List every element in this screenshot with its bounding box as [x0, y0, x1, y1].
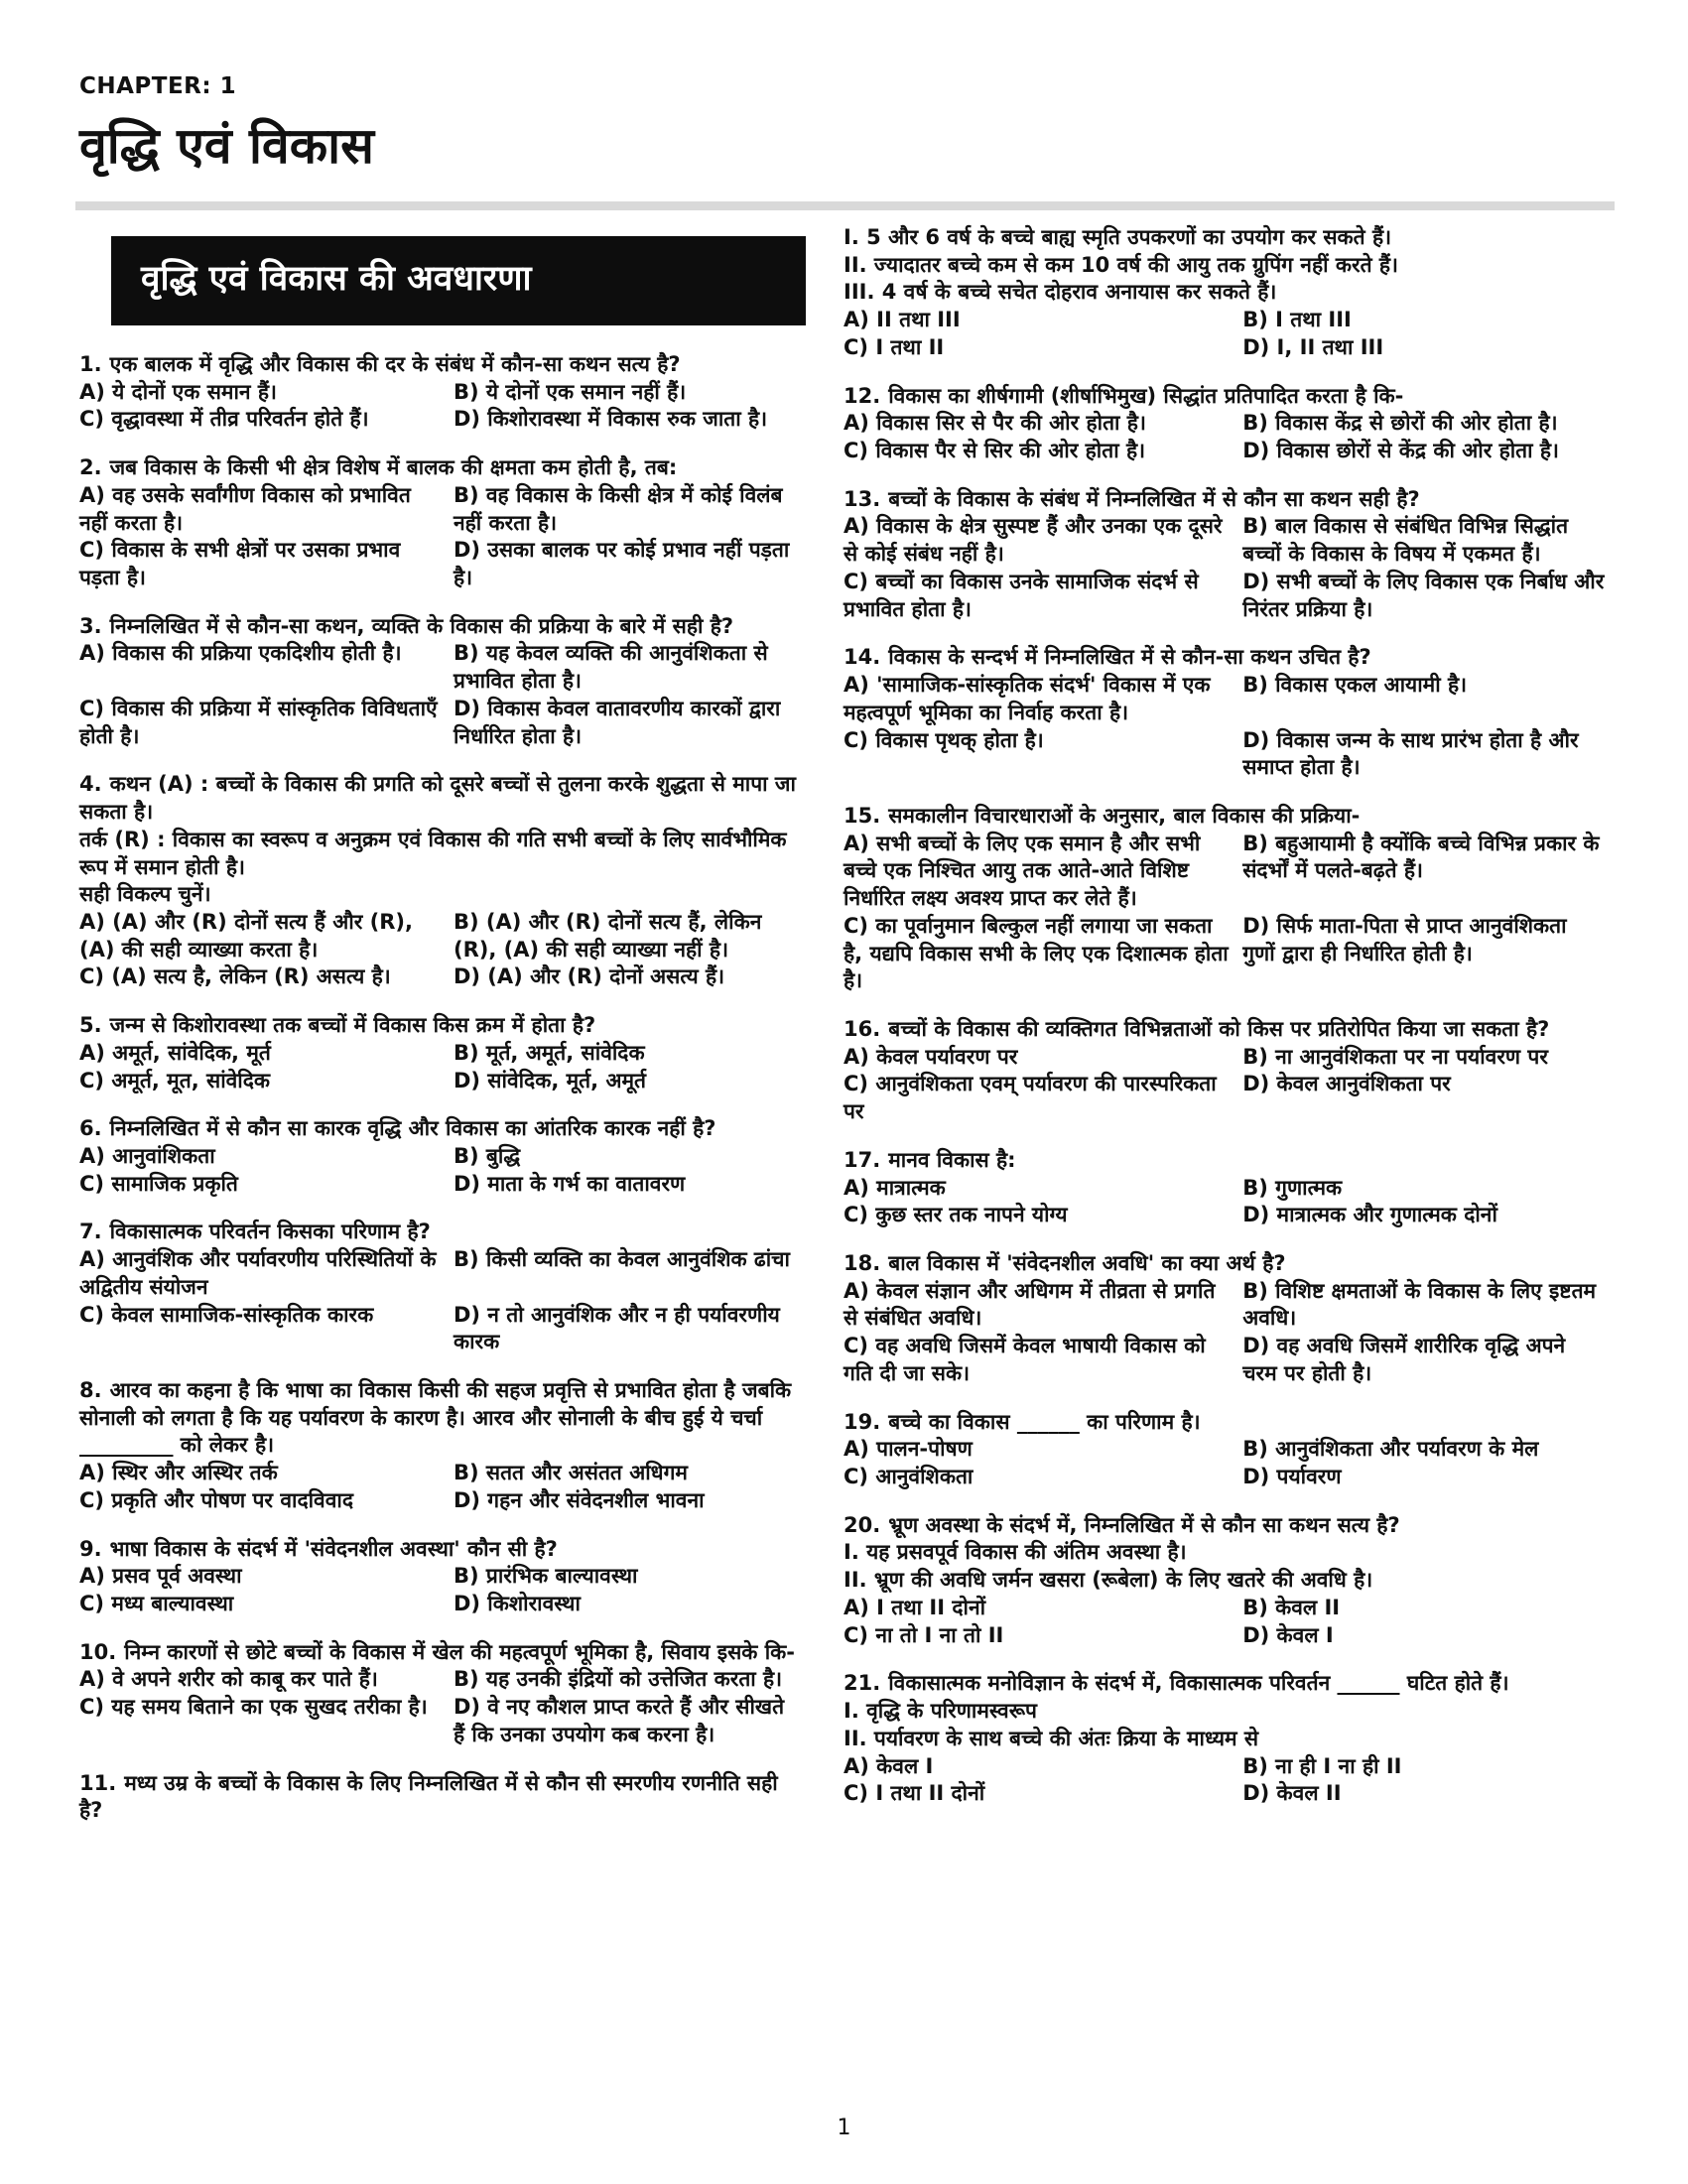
option: D) विकास छोरों से केंद्र की ओर होता है। — [1242, 439, 1560, 463]
options-grid — [844, 410, 1619, 464]
option: B) I तथा III — [1242, 308, 1352, 332]
question-number: 15. — [844, 803, 881, 828]
option: B) (A) और (R) दोनों सत्य हैं, लेकिन (R), (A) की सही व्याख्या नहीं है। — [453, 909, 762, 962]
option: C) अमूर्त, मूत, सांवेदिक — [79, 1068, 271, 1092]
question-text — [79, 1536, 806, 1564]
question-text — [79, 1377, 806, 1460]
question-body: बाल विकास में 'संवेदनशील अवधि' का क्या अर्थ है? — [888, 1251, 1286, 1275]
option: D) सांवेदिक, मूर्त, अमूर्त — [453, 1068, 647, 1092]
option: D) पर्यावरण — [1242, 1465, 1342, 1489]
options-grid — [844, 1595, 1619, 1649]
page-title: वृद्धि एवं विकास — [79, 117, 374, 175]
option: B) प्रारंभिक बाल्यावस्था — [453, 1564, 638, 1589]
page-header — [0, 0, 1688, 174]
question-text — [79, 454, 806, 482]
question — [79, 1115, 806, 1198]
question-number: 12. — [844, 383, 881, 408]
question-text — [844, 486, 1619, 514]
option: C) यह समय बिताने का एक सुखद तरीका है। — [79, 1695, 428, 1720]
question-text — [79, 1219, 806, 1246]
option: B) ये दोनों एक समान नहीं हैं। — [453, 379, 687, 404]
option: A) सभी बच्चों के लिए एक समान है और सभी बच्चे एक निश्चित आयु तक आते-आते विशिष्ट निर्धारित लक्ष्य अवश्य प्राप्त कर लेते हैं। — [844, 831, 1201, 911]
option: D) केवल II — [1242, 1781, 1342, 1806]
question — [79, 1536, 806, 1618]
options-grid — [79, 1246, 806, 1356]
question-number: 19. — [844, 1409, 881, 1434]
option: D) विकास जन्म के साथ प्रारंभ होता है और समाप्त होता है। — [1242, 727, 1579, 780]
option: D) गहन और संवेदनशील भावना — [453, 1487, 705, 1512]
question-number: 21. — [844, 1671, 881, 1696]
question-number: 11. — [79, 1770, 117, 1795]
option: C) विकास पृथक् होता है। — [844, 727, 1044, 752]
question — [79, 1377, 806, 1515]
question-text — [79, 351, 806, 379]
option: C) आनुवंशिकता एवम् पर्यावरण की पारस्परिकता पर — [844, 1072, 1217, 1124]
options-grid — [79, 1143, 806, 1198]
question-body: निम्नलिखित में से कौन-सा कथन, व्यक्ति के विकास की प्रक्रिया के बारे में सही है? — [109, 613, 734, 638]
question-body: विकासात्मक परिवर्तन किसका परिणाम है? — [109, 1220, 431, 1244]
option: B) वह विकास के किसी क्षेत्र में कोई विलंब नहीं करता है। — [453, 482, 783, 535]
option: C) (A) सत्य है, लेकिन (R) असत्य है। — [79, 964, 391, 989]
option: A) केवल पर्यावरण पर — [844, 1044, 1018, 1069]
question-body: एक बालक में वृद्धि और विकास की दर के संबंध में कौन-सा कथन सत्य है? — [109, 352, 681, 376]
question-body: जब विकास के किसी भी क्षेत्र विशेष में बालक की क्षमता कम होती है, तब: — [109, 455, 678, 480]
question-number: 16. — [844, 1016, 881, 1041]
question-body: निम्नलिखित में से कौन सा कारक वृद्धि और विकास का आंतरिक कारक नहीं है? — [109, 1116, 716, 1141]
option: B) विकास एकल आयामी है। — [1242, 673, 1468, 698]
options-grid — [79, 1666, 806, 1748]
option: A) स्थिर और अस्थिर तर्क — [79, 1461, 278, 1485]
question-number: 17. — [844, 1147, 881, 1172]
question-body: विकासात्मक मनोविज्ञान के संदर्भ में, विकासात्मक परिवर्तन ______ घटित होते हैं। — [888, 1671, 1509, 1696]
question-number: 5. — [79, 1013, 102, 1038]
question-number: 10. — [79, 1639, 117, 1664]
question-text — [844, 383, 1619, 411]
option: A) II तथा III — [844, 308, 961, 332]
option: A) विकास की प्रक्रिया एकदिशीय होती है। — [79, 641, 402, 666]
options-grid — [844, 1278, 1619, 1388]
question — [844, 383, 1619, 465]
options-grid — [844, 831, 1619, 995]
question-body: भ्रूण अवस्था के संदर्भ में, निम्नलिखित में से कौन सा कथन सत्य है? — [888, 1512, 1400, 1537]
question — [79, 771, 806, 991]
question-body: आरव का कहना है कि भाषा का विकास किसी की सहज प्रवृत्ति से प्रभावित होता है जबकि सोनाली को लगता है कि यह पर्यावरण के कारण है। आरव और सोनाली के बीच हुई ये चर्चा _________ को लेकर है। — [79, 1378, 792, 1458]
option: A) प्रसव पूर्व अवस्था — [79, 1564, 242, 1589]
options-grid — [79, 1460, 806, 1514]
question — [844, 1409, 1619, 1491]
options-grid — [79, 1040, 806, 1094]
option: A) आनुवंशिक और पर्यावरणीय परिस्थितियों के अद्वितीय संयोजन — [79, 1247, 437, 1299]
option: C) वृद्धावस्था में तीव्र परिवर्तन होते हैं। — [79, 407, 369, 432]
question-text — [79, 1012, 806, 1040]
question — [79, 613, 806, 751]
options-grid — [844, 307, 1619, 361]
option: D) उसका बालक पर कोई प्रभाव नहीं पड़ता है। — [453, 538, 790, 590]
option: A) ये दोनों एक समान हैं। — [79, 379, 277, 404]
option: A) आनुवांशिकता — [79, 1143, 215, 1168]
question — [844, 1250, 1619, 1388]
question-text — [79, 613, 806, 641]
question-body: मानव विकास है: — [888, 1147, 1016, 1172]
option: C) ना तो I ना तो II — [844, 1622, 1004, 1647]
option: D) केवल आनुवंशिकता पर — [1242, 1072, 1451, 1096]
chapter-label: CHAPTER: 1 — [79, 73, 237, 99]
options-grid — [79, 1563, 806, 1617]
option: B) केवल II — [1242, 1595, 1341, 1619]
question-body: जन्म से किशोरावस्था तक बच्चों में विकास किस क्रम में होता है? — [109, 1013, 596, 1038]
option: D) न तो आनुवंशिक और न ही पर्यावरणीय कारक — [453, 1302, 780, 1354]
question-number: 2. — [79, 455, 102, 480]
question-body: निम्न कारणों से छोटे बच्चों के विकास में खेल की महत्वपूर्ण भूमिका है, सिवाय इसके कि- — [124, 1639, 796, 1664]
option: A) विकास के क्षेत्र सुस्पष्ट हैं और उनका एक दूसरे से कोई संबंध नहीं है। — [844, 514, 1223, 567]
options-grid — [844, 1175, 1619, 1229]
option: D) सिर्फ माता-पिता से प्राप्त आनुवंशिकता गुणों द्वारा ही निर्धारित होती है। — [1242, 913, 1567, 965]
option: B) किसी व्यक्ति का केवल आनुवंशिक ढांचा — [453, 1247, 790, 1272]
question-number: 18. — [844, 1251, 881, 1275]
question-body: भाषा विकास के संदर्भ में 'संवेदनशील अवस्था' कौन सी है? — [109, 1536, 558, 1561]
question-body: विकास का शीर्षगामी (शीर्षाभिमुख) सिद्धांत प्रतिपादित करता है कि- — [888, 383, 1404, 408]
question-number: 20. — [844, 1512, 881, 1537]
statement-line: तर्क (R) : विकास का स्वरूप व अनुक्रम एवं विकास की गति सभी बच्चों के लिए सार्वभौमिक रूप में समान होती है। — [79, 827, 787, 879]
statement-line: II. ज्यादातर बच्चे कम से कम 10 वर्ष की आयु तक ग्रुपिंग नहीं करते हैं। — [844, 252, 1398, 277]
question-text — [844, 1409, 1619, 1437]
option: D) वे नए कौशल प्राप्त करते हैं और सीखते हैं कि उनका उपयोग कब करना है। — [453, 1695, 785, 1746]
option: C) का पूर्वानुमान बिल्कुल नहीं लगाया जा सकता है, यद्यपि विकास सभी के लिए एक दिशात्मक होता है। — [844, 913, 1229, 993]
statement-line: II. पर्यावरण के साथ बच्चे की अंतः क्रिया के माध्यम से — [844, 1726, 1259, 1750]
question-number: 14. — [844, 645, 881, 670]
question-text — [844, 803, 1619, 831]
option: C) केवल सामाजिक-सांस्कृतिक कारक — [79, 1302, 374, 1327]
options-grid — [79, 379, 806, 434]
option: B) बहुआयामी है क्योंकि बच्चे विभिन्न प्रकार के संदर्भों में पलते-बढ़ते हैं। — [1242, 831, 1600, 883]
question-text — [79, 1115, 806, 1143]
option: A) I तथा II दोनों — [844, 1595, 986, 1619]
option: A) पालन-पोषण — [844, 1437, 973, 1462]
option: B) बुद्धि — [453, 1143, 521, 1168]
question-text — [844, 1670, 1619, 1698]
question-body: बच्चे का विकास ______ का परिणाम है। — [888, 1409, 1201, 1434]
option: B) यह उनकी इंद्रियों को उत्तेजित करता है। — [453, 1667, 783, 1692]
question-text — [844, 1512, 1619, 1540]
option: A) विकास सिर से पैर की ओर होता है। — [844, 411, 1146, 436]
question-number: 8. — [79, 1378, 102, 1402]
options-grid — [79, 482, 806, 592]
option: D) वह अवधि जिसमें शारीरिक वृद्धि अपने चरम पर होती है। — [1242, 1334, 1566, 1385]
question-text — [844, 1250, 1619, 1278]
question-number: 4. — [79, 772, 102, 797]
option: D) सभी बच्चों के लिए विकास एक निर्बाध और निरंतर प्रक्रिया है। — [1242, 569, 1605, 621]
option: B) बाल विकास से संबंधित विभिन्न सिद्धांत बच्चों के विकास के विषय में एकमत हैं। — [1242, 514, 1569, 567]
question — [844, 644, 1619, 782]
question — [79, 1012, 806, 1094]
question-number: 7. — [79, 1220, 102, 1244]
option: D) केवल I — [1242, 1622, 1334, 1647]
question — [844, 224, 1619, 362]
option: A) केवल I — [844, 1753, 934, 1778]
options-grid — [844, 1753, 1619, 1808]
statement-line: I. 5 और 6 वर्ष के बच्चे बाह्य स्मृति उपकरणों का उपयोग कर सकते हैं। — [844, 225, 1392, 249]
column-right — [844, 224, 1619, 1829]
option: C) विकास पैर से सिर की ओर होता है। — [844, 439, 1146, 463]
statement-line: II. भ्रूण की अवधि जर्मन खसरा (रूबेला) के लिए खतरे की अवधि है। — [844, 1568, 1373, 1593]
option: D) (A) और (R) दोनों असत्य हैं। — [453, 964, 725, 989]
questions-right-container — [844, 224, 1619, 1808]
option: C) विकास की प्रक्रिया में सांस्कृतिक विविधताएँ होती है। — [79, 696, 438, 748]
option: C) सामाजिक प्रकृति — [79, 1171, 238, 1196]
question-text — [844, 1016, 1619, 1044]
question — [844, 1016, 1619, 1126]
question-text — [79, 1639, 806, 1667]
option: B) विशिष्ट क्षमताओं के विकास के लिए इष्टतम अवधि। — [1242, 1278, 1597, 1331]
question-number: 6. — [79, 1116, 102, 1141]
option: C) प्रकृति और पोषण पर वादविवाद — [79, 1487, 353, 1512]
column-left — [79, 224, 806, 1846]
option: A) केवल संज्ञान और अधिगम में तीव्रता से प्रगति से संबंधित अवधि। — [844, 1278, 1216, 1331]
statement-line: I. यह प्रसवपूर्व विकास की अंतिम अवस्था है। — [844, 1540, 1187, 1565]
question-body: बच्चों के विकास के संबंध में निम्नलिखित में से कौन सा कथन सही है? — [888, 486, 1420, 511]
option: D) किशोरावस्था में विकास रुक जाता है। — [453, 407, 768, 432]
options-grid — [844, 1436, 1619, 1490]
two-column-layout — [0, 210, 1688, 1846]
question — [79, 1639, 806, 1749]
question-body: विकास के सन्दर्भ में निम्नलिखित में से कौन-सा कथन उचित है? — [888, 645, 1371, 670]
question-text — [844, 644, 1619, 672]
option: A) (A) और (R) दोनों सत्य हैं और (R), (A) की सही व्याख्या करता है। — [79, 909, 413, 962]
option: B) आनुवंशिकता और पर्यावरण के मेल — [1242, 1437, 1539, 1462]
option: B) गुणात्मक — [1242, 1175, 1343, 1200]
statement-line: I. वृद्धि के परिणामस्वरूप — [844, 1699, 1037, 1724]
option: D) मात्रात्मक और गुणात्मक दोनों — [1242, 1203, 1497, 1227]
question — [79, 351, 806, 434]
option: C) I तथा II — [844, 334, 945, 359]
question-text — [844, 1147, 1619, 1175]
options-grid — [844, 672, 1619, 782]
option: B) विकास केंद्र से छोरों की ओर होता है। — [1242, 411, 1558, 436]
question-text — [79, 1770, 806, 1825]
option: A) वह उसके सर्वांगीण विकास को प्रभावित नहीं करता है। — [79, 482, 411, 535]
question-body: मध्य उम्र के बच्चों के विकास के लिए निम्नलिखित में से कौन सी स्मरणीय रणनीति सही है? — [79, 1770, 778, 1823]
question — [844, 1670, 1619, 1808]
question — [79, 1770, 806, 1825]
option: B) ना ही I ना ही II — [1242, 1753, 1402, 1778]
page-number: 1 — [837, 2116, 851, 2140]
option: A) 'सामाजिक-सांस्कृतिक संदर्भ' विकास में एक महत्वपूर्ण भूमिका का निर्वाह करता है। — [844, 673, 1211, 724]
question-number: 9. — [79, 1536, 102, 1561]
question — [79, 1219, 806, 1356]
question-body: समकालीन विचारधाराओं के अनुसार, बाल विकास की प्रक्रिया- — [888, 803, 1361, 828]
options-grid — [844, 513, 1619, 623]
option: D) I, II तथा III — [1242, 334, 1384, 359]
question — [844, 486, 1619, 624]
option: C) आनुवंशिकता — [844, 1465, 974, 1489]
question-number: 1. — [79, 352, 102, 376]
option: A) अमूर्त, सांवेदिक, मूर्त — [79, 1040, 271, 1065]
option: B) सतत और असंतत अधिगम — [453, 1461, 688, 1485]
question — [844, 1147, 1619, 1229]
question-number: 13. — [844, 486, 881, 511]
option: C) बच्चों का विकास उनके सामाजिक संदर्भ से प्रभावित होता है। — [844, 569, 1199, 621]
option: C) वह अवधि जिसमें केवल भाषायी विकास को गति दी जा सके। — [844, 1334, 1206, 1385]
header-divider — [75, 201, 1615, 210]
question — [844, 1512, 1619, 1650]
question-body: बच्चों के विकास की व्यक्तिगत विभिन्नताओं को किस पर प्रतिरोपित किया जा सकता है? — [888, 1016, 1550, 1041]
option: B) ना आनुवंशिकता पर ना पर्यावरण पर — [1242, 1044, 1548, 1069]
options-grid — [844, 1044, 1619, 1126]
option: A) मात्रात्मक — [844, 1175, 946, 1200]
option: D) माता के गर्भ का वातावरण — [453, 1171, 686, 1196]
option: B) मूर्त, अमूर्त, सांवेदिक — [453, 1040, 645, 1065]
options-grid — [79, 640, 806, 750]
option: D) किशोरावस्था — [453, 1592, 581, 1616]
option: D) विकास केवल वातावरणीय कारकों द्वारा निर्धारित होता है। — [453, 696, 781, 748]
option: C) विकास के सभी क्षेत्रों पर उसका प्रभाव पड़ता है। — [79, 538, 401, 590]
option: A) वे अपने शरीर को काबू कर पाते हैं। — [79, 1667, 378, 1692]
question-body: कथन (A) : बच्चों के विकास की प्रगति को दूसरे बच्चों से तुलना करके शुद्धता से मापा जा सकता है। — [79, 772, 796, 825]
statement-line: III. 4 वर्ष के बच्चे सचेत दोहराव अनायास कर सकते हैं। — [844, 280, 1277, 305]
option: C) मध्य बाल्यावस्था — [79, 1592, 234, 1616]
question-text — [79, 771, 806, 826]
options-grid — [79, 909, 806, 991]
question — [79, 454, 806, 592]
option: B) यह केवल व्यक्ति की आनुवंशिकता से प्रभावित होता है। — [453, 641, 768, 694]
question-number: 3. — [79, 613, 102, 638]
statement-line: सही विकल्प चुनें। — [79, 882, 211, 907]
section-banner: वृद्धि एवं विकास की अवधारणा — [111, 236, 806, 325]
question — [844, 803, 1619, 995]
option: C) I तथा II दोनों — [844, 1781, 985, 1806]
option: C) कुछ स्तर तक नापने योग्य — [844, 1203, 1068, 1227]
questions-left-container — [79, 351, 806, 1825]
